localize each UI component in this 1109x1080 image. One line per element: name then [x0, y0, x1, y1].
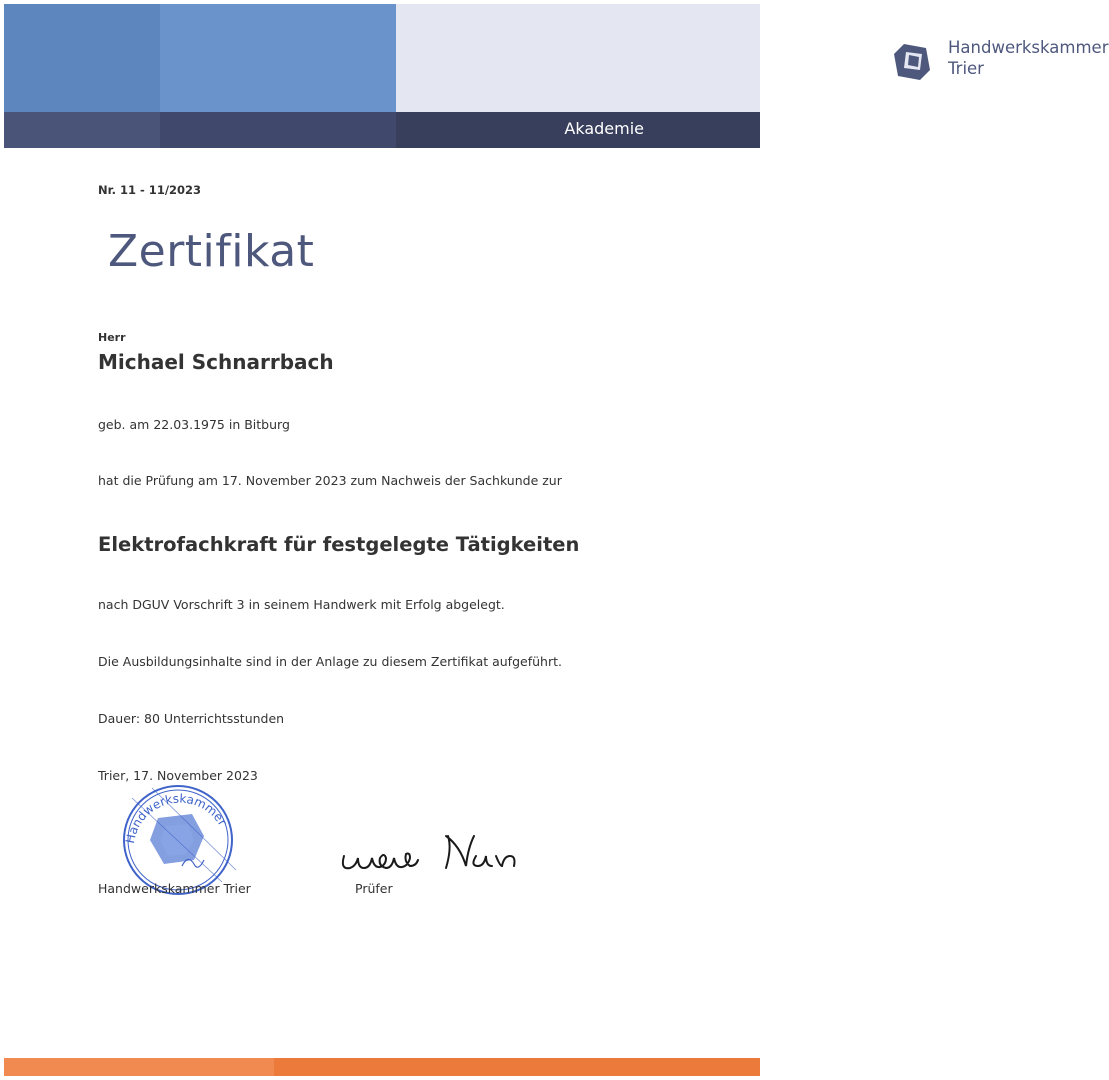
birth-info: geb. am 22.03.1975 in Bitburg	[98, 417, 290, 432]
stamp-text: Handwerkskammer	[122, 791, 230, 845]
exam-sentence: hat die Prüfung am 17. November 2023 zum Nachweis der Sachkunde zur	[98, 473, 562, 488]
qualification-title: Elektrofachkraft für festgelegte Tätigkeiten	[98, 533, 580, 556]
duration: Dauer: 80 Unterrichtsstunden	[98, 711, 285, 726]
org-name-line1: Handwerkskammer	[948, 38, 1109, 57]
contents-sentence: Die Ausbildungsinhalte sind in der Anlage zu diesem Zertifikat aufgeführt.	[98, 654, 562, 669]
handwritten-signature-icon	[336, 826, 526, 878]
issuer-label: Handwerkskammer Trier	[98, 881, 251, 896]
examiner-label: Prüfer	[355, 881, 393, 896]
unit-label: Akademie	[564, 119, 644, 138]
org-name	[948, 37, 1109, 79]
hwk-logo-icon	[892, 42, 932, 82]
logo-area	[396, 4, 1109, 112]
header-dark-bar	[4, 112, 760, 148]
official-stamp-icon	[112, 778, 244, 898]
certificate-number: Nr. 11 - 11/2023	[98, 183, 202, 197]
recipient-name: Michael Schnarrbach	[98, 350, 334, 374]
org-name-line2: Trier	[948, 59, 984, 78]
header-color-bar	[4, 4, 1109, 112]
salutation: Herr	[98, 331, 126, 344]
certificate-title: Zertifikat	[108, 226, 315, 277]
footer-band	[4, 1058, 760, 1076]
place-date: Trier, 17. November 2023	[98, 768, 258, 783]
header-band	[4, 4, 1109, 148]
regulation-sentence: nach DGUV Vorschrift 3 in seinem Handwerk mit Erfolg abgelegt.	[98, 597, 505, 612]
